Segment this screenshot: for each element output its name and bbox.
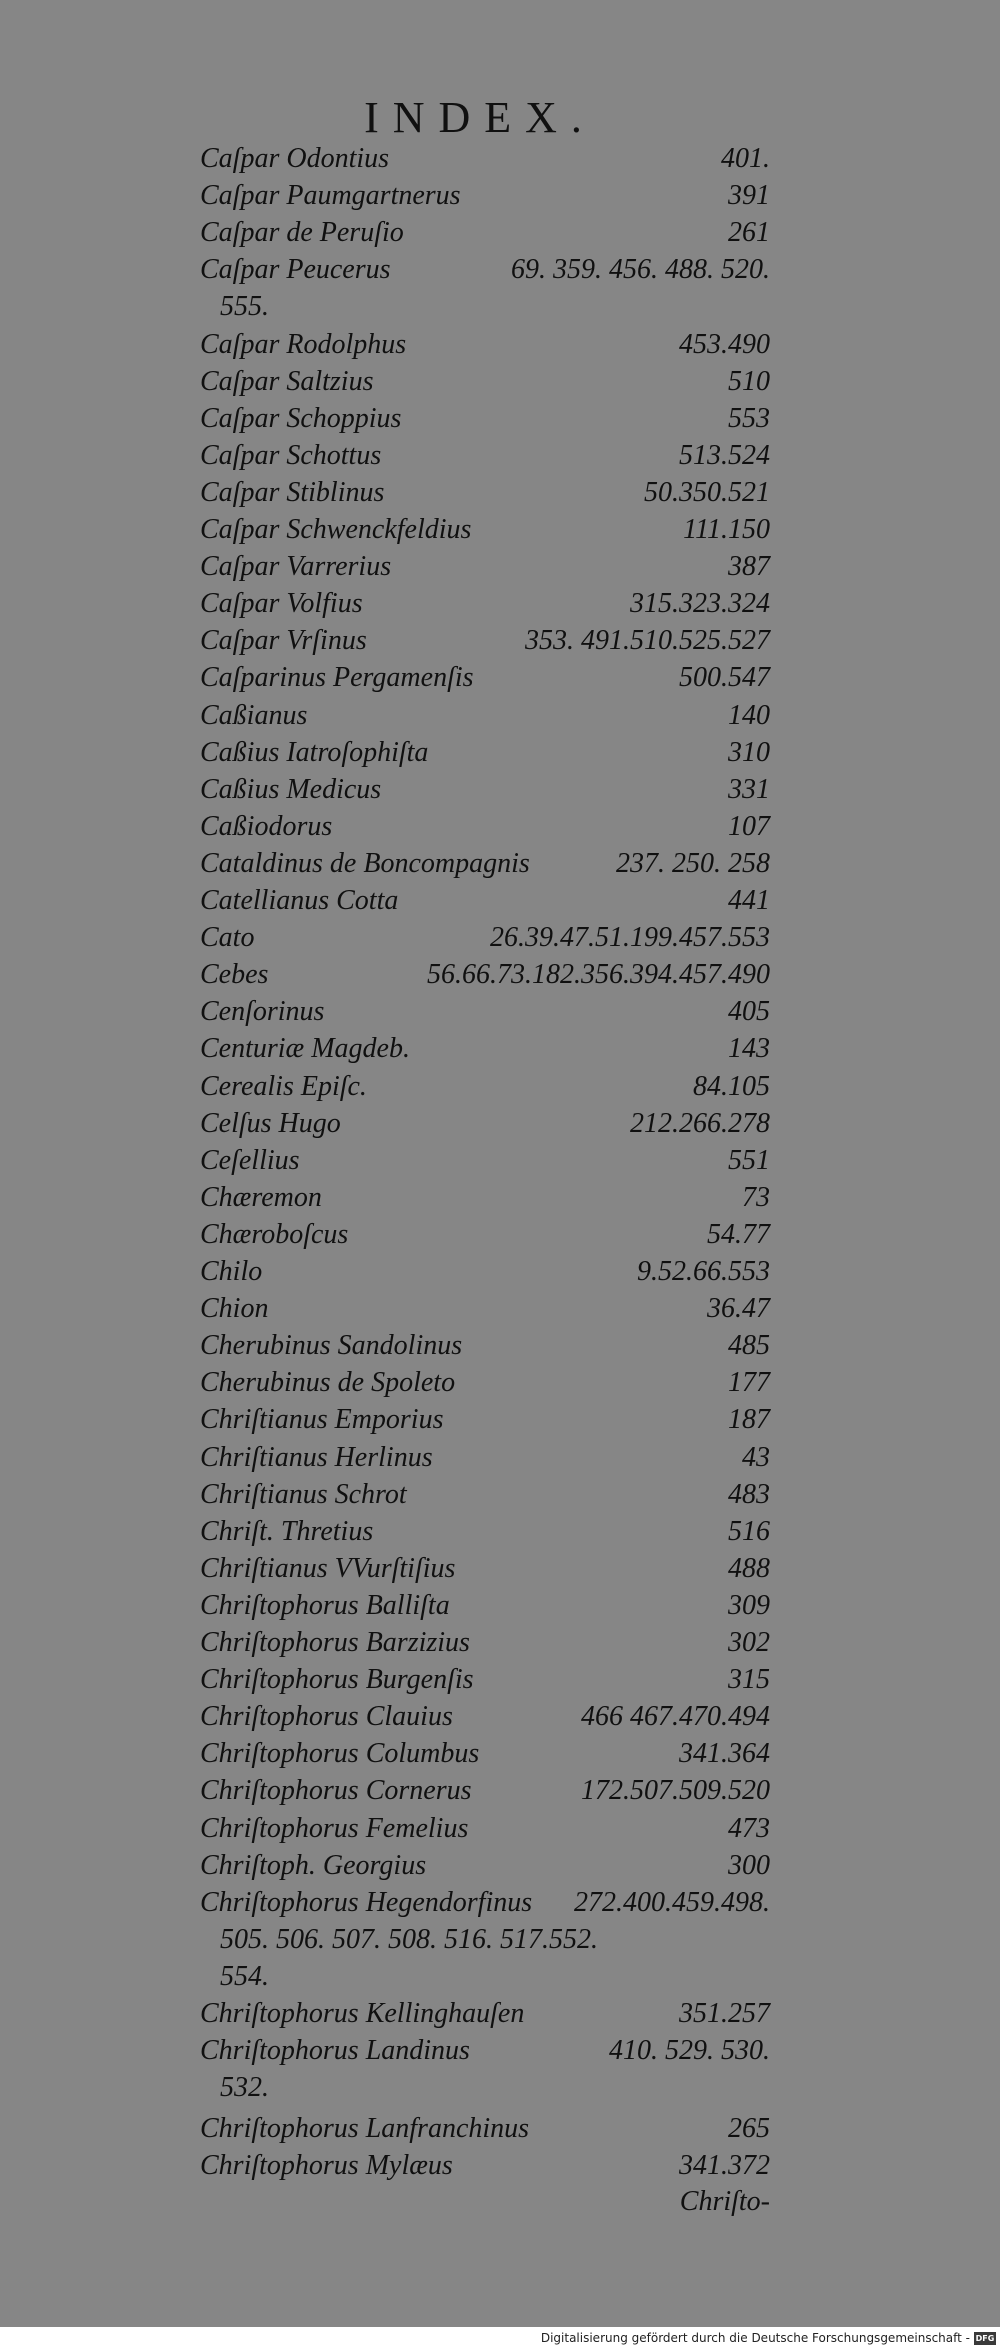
entry-pages: 510 xyxy=(728,365,770,397)
entry-pages: 302 xyxy=(728,1627,770,1658)
entry-pages: 56.66.73.182.356.394.457.490 xyxy=(427,959,770,991)
entry-pages: 261 xyxy=(728,217,770,249)
entry-name: Caſpar Peucerus xyxy=(200,254,391,286)
entry-name: Chriſtophorus Burgenſis xyxy=(200,1664,474,1696)
entry-pages: 483 xyxy=(728,1478,770,1510)
entry-name: Chriſtophorus Columbus xyxy=(200,1738,480,1770)
dfg-logo-icon: DFG xyxy=(975,2334,995,2343)
entry-pages: 473 xyxy=(728,1812,770,1844)
entry-name: Chriſtianus Emporius xyxy=(200,1404,444,1436)
entry-name: Chriſtophorus Hegendorfinus xyxy=(200,1886,533,1918)
entry-pages: 272.400.459.498. xyxy=(574,1886,770,1918)
entry-name: Chriſtophorus Lanfranchinus xyxy=(200,2113,530,2144)
entry-pages: 513.524 xyxy=(679,439,770,471)
entry-name: Caſpar Schottus xyxy=(200,439,382,471)
entry-name: Chriſtianus Schrot xyxy=(200,1478,407,1510)
entry-pages: 107 xyxy=(728,810,770,842)
entry-pages: 391 xyxy=(728,180,770,212)
entry-name: Cerealis Epiſc. xyxy=(200,1070,367,1102)
page-title: INDEX. xyxy=(364,93,596,142)
entry-pages: 172.507.509.520 xyxy=(581,1775,770,1807)
entry-name: Caſpar Varrerius xyxy=(200,551,392,583)
entry-name: Chriſtophorus Mylæus xyxy=(200,2150,453,2182)
entry-pages: 265 xyxy=(728,2113,770,2144)
footer-credit: Digitalisierung gefördert durch die Deutsche Forschungsgemeinschaft - xyxy=(540,2331,970,2345)
entry-pages: 553 xyxy=(728,402,770,434)
entry-continuation: 555. xyxy=(220,291,269,323)
entry-pages: 50.350.521 xyxy=(644,476,770,508)
entry-pages: 551 xyxy=(728,1144,770,1176)
entry-pages: 111.150 xyxy=(683,514,770,545)
entry-name: Cato xyxy=(200,922,255,954)
entry-name: Caſpar Volfius xyxy=(200,588,363,620)
entry-pages: 84.105 xyxy=(693,1070,770,1102)
entry-name: Chriſtophorus Clauius xyxy=(200,1701,453,1733)
entry-pages: 353. 491.510.525.527 xyxy=(525,625,770,657)
entry-name: Caßianus xyxy=(200,699,308,731)
entry-name: Chion xyxy=(200,1293,269,1325)
entry-pages: 237. 250. 258 xyxy=(616,847,770,879)
entry-pages: 488 xyxy=(728,1552,770,1584)
entry-name: Caſparinus Pergamenſis xyxy=(200,662,474,694)
entry-name: Caſpar Stiblinus xyxy=(200,476,385,508)
entry-name: Caſpar Saltzius xyxy=(200,365,374,397)
entry-name: Cataldinus de Boncompagnis xyxy=(200,847,530,879)
entry-pages: 500.547 xyxy=(679,662,770,694)
entry-name: Chriſtianus Herlinus xyxy=(200,1441,433,1473)
entry-name: Cherubinus Sandolinus xyxy=(200,1330,463,1362)
entry-name: Caſpar Schwenckfeldius xyxy=(200,514,472,545)
entry-name: Ceſellius xyxy=(200,1144,300,1176)
entry-continuation: 505. 506. 507. 508. 516. 517.552. 554. xyxy=(220,1923,598,1992)
entry-name: Caſpar Schoppius xyxy=(200,402,402,434)
entry-name: Chriſtophorus Femelius xyxy=(200,1812,469,1844)
entry-pages: 331 xyxy=(728,773,770,805)
entry-name: Caſpar Odontius xyxy=(200,143,390,174)
entry-name: Caßiodorus xyxy=(200,810,333,842)
catchword: Chriſto- xyxy=(679,2186,770,2217)
entry-name: Chæremon xyxy=(200,1181,322,1213)
entry-name: Chriſt. Thretius xyxy=(200,1515,374,1547)
entry-pages: 485 xyxy=(728,1330,770,1362)
entry-name: Centuriæ Magdeb. xyxy=(200,1033,410,1065)
entry-name: Chæroboſcus xyxy=(200,1218,349,1250)
entry-pages: 466 467.470.494 xyxy=(581,1701,770,1733)
entry-name: Caßius Iatroſophiſta xyxy=(200,736,429,768)
entry-name: Cenſorinus xyxy=(200,996,325,1028)
entry-pages: 351.257 xyxy=(679,1998,770,2029)
entry-pages: 441 xyxy=(728,885,770,916)
entry-pages: 453.490 xyxy=(679,328,770,360)
entry-name: Chriſtophorus Balliſta xyxy=(200,1589,450,1621)
entry-pages: 405 xyxy=(728,996,770,1028)
entry-pages: 143 xyxy=(728,1033,770,1065)
entry-pages: 300 xyxy=(728,1849,770,1881)
entry-pages: 26.39.47.51.199.457.553 xyxy=(490,922,770,954)
entry-name: Chriſtophorus Cornerus xyxy=(200,1775,472,1807)
entry-pages: 43 xyxy=(742,1441,770,1473)
entry-pages: 140 xyxy=(728,699,770,731)
entry-name: Cebes xyxy=(200,959,269,991)
entry-name: Chriſtianus VVurſtiſius xyxy=(200,1552,456,1584)
entry-pages: 69. 359. 456. 488. 520. xyxy=(511,254,770,286)
entry-pages: 516 xyxy=(728,1515,770,1547)
entry-pages: 341.372 xyxy=(679,2150,770,2182)
entry-name: Chriſtophorus Landinus xyxy=(200,2035,470,2067)
entry-name: Caßius Medicus xyxy=(200,773,382,805)
entry-pages: 212.266.278 xyxy=(630,1107,770,1139)
entry-pages: 9.52.66.553 xyxy=(637,1256,770,1287)
entry-name: Chriſtoph. Georgius xyxy=(200,1849,427,1881)
entry-pages: 341.364 xyxy=(679,1738,770,1770)
entry-pages: 410. 529. 530. xyxy=(609,2035,770,2067)
entry-pages: 54.77 xyxy=(707,1218,770,1250)
entry-name: Chriſtophorus Barzizius xyxy=(200,1627,470,1658)
footer-bar xyxy=(0,2327,1000,2352)
entry-pages: 187 xyxy=(728,1404,770,1436)
entry-name: Cherubinus de Spoleto xyxy=(200,1367,456,1399)
entry-name: Chilo xyxy=(200,1256,263,1287)
entry-pages: 309 xyxy=(728,1589,770,1621)
entry-name: Catellianus Cotta xyxy=(200,885,399,916)
entry-name: Caſpar de Peruſio xyxy=(200,217,404,249)
entry-name: Celſus Hugo xyxy=(200,1107,341,1139)
entry-pages: 387 xyxy=(728,551,770,583)
entry-pages: 310 xyxy=(728,736,770,768)
entry-pages: 315.323.324 xyxy=(630,588,770,620)
entry-name: Caſpar Rodolphus xyxy=(200,328,407,360)
entry-name: Chriſtophorus Kellinghauſen xyxy=(200,1998,525,2029)
entry-pages: 315 xyxy=(728,1664,770,1696)
entry-name: Caſpar Paumgartnerus xyxy=(200,180,461,212)
entry-name: Caſpar Vrſinus xyxy=(200,625,367,657)
entry-pages: 36.47 xyxy=(707,1293,770,1325)
entry-continuation: 532. xyxy=(220,2072,269,2104)
entry-pages: 73 xyxy=(742,1181,770,1213)
entry-pages: 401. xyxy=(721,143,770,174)
entry-pages: 177 xyxy=(728,1367,770,1399)
